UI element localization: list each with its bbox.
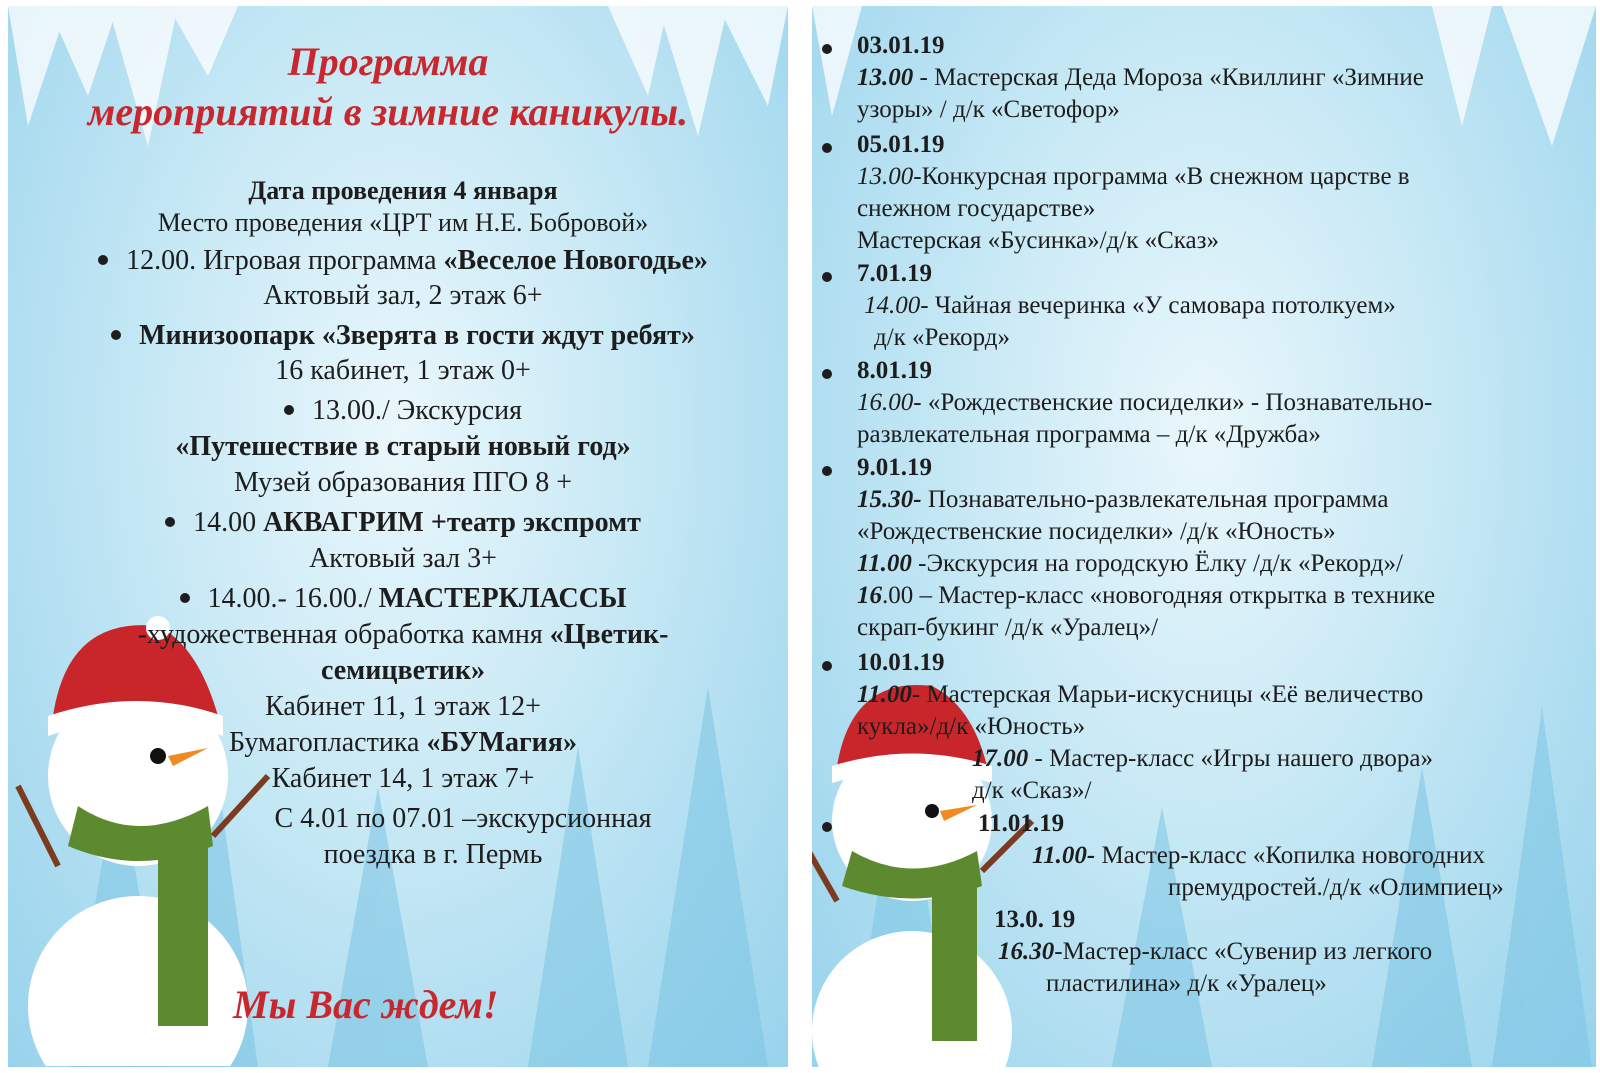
date-8: 13.0. 19 — [994, 906, 1076, 933]
entry-4-time: 16.00 — [857, 389, 914, 416]
entry-5-line-4 — [857, 580, 1435, 612]
event5-sub2-name: «БУМагия» — [426, 727, 577, 758]
event5-place2: Кабинет 14, 1 этаж 7+ — [271, 763, 535, 794]
left-page — [8, 6, 788, 1067]
entry-5-line-5: скрап-букинг /д/к «Уралец»/ — [857, 614, 1159, 641]
event5-sub1-name: «Цветик- — [549, 619, 669, 650]
event4-name: АКВАГРИМ +театр экспромт — [263, 507, 641, 538]
entry-3-line-2: д/к «Рекорд» — [874, 324, 1010, 351]
event2-line — [8, 319, 788, 353]
bullet-icon — [822, 661, 832, 671]
event1-place: Актовый зал, 2 этаж 6+ — [263, 280, 543, 311]
entry-8-line-1 — [998, 936, 1432, 968]
event1-time: 12.00. Игровая программа — [126, 245, 444, 276]
event5-sub1 — [8, 618, 788, 652]
entry-7-line-1 — [1032, 840, 1485, 872]
entry-4-text: - «Рождественские посиделки» - Познавательно- — [913, 389, 1433, 416]
entry-4-line-1 — [857, 387, 1432, 419]
event3-line — [8, 394, 788, 428]
event3-time: 13.00./ Экскурсия — [311, 395, 523, 426]
bullet-icon — [822, 272, 832, 282]
date-2: 05.01.19 — [857, 131, 945, 158]
entry-2-time: 13.00 — [857, 163, 914, 190]
entry-2-line-1 — [857, 161, 1410, 193]
event3-place: Музей образования ПГО 8 + — [233, 467, 573, 498]
bullet-icon — [822, 143, 832, 153]
event2-name: Минизоопарк «Зверята в гости ждут ребят» — [139, 320, 695, 351]
entry-6-time-2: 17.00 — [972, 745, 1029, 772]
entry-8-text: -Мастер-класс «Сувенир из легкого — [1054, 938, 1433, 965]
event-date: Дата проведения 4 января — [248, 176, 558, 205]
title-line-1: Программа — [287, 39, 489, 84]
entry-8-line-2: пластилина» д/к «Уралец» — [1046, 970, 1327, 997]
schedule — [812, 6, 1596, 1067]
event2-place: 16 кабинет, 1 этаж 0+ — [275, 355, 531, 386]
bullet-icon — [822, 466, 832, 476]
entry-2-text: -Конкурсная программа «В снежном царстве в — [913, 163, 1410, 190]
entry-3-time: 14.00 — [864, 292, 921, 319]
entry-7-text: Мастер-класс «Копилка новогодних — [1095, 842, 1486, 869]
entry-6-time: 11.00 — [857, 681, 912, 708]
date-1: 03.01.19 — [857, 32, 945, 59]
entry-5-time-3: 16 — [857, 582, 882, 609]
bullet-icon — [98, 255, 108, 265]
event5-sub2 — [8, 726, 788, 760]
entry-5-line-1 — [857, 484, 1388, 516]
closing-text: Мы Вас ждем! — [233, 982, 499, 1027]
entry-7-line-2: премудростей./д/к «Олимпиец» — [1168, 874, 1504, 901]
entry-8-time: 16.30 — [998, 938, 1055, 965]
trip-line-1: С 4.01 по 07.01 –экскурсионная — [274, 803, 652, 834]
event1-line — [8, 244, 788, 278]
entry-6-line-2: кукла»/д/к «Юность» — [857, 713, 1086, 740]
date-6: 10.01.19 — [857, 649, 945, 676]
entry-4-line-2: развлекательная программа – д/к «Дружба» — [857, 421, 1321, 448]
event4-line — [8, 506, 788, 540]
entry-5-text-3: -Экскурсия на городскую Ёлку /д/к «Рекорд»/ — [911, 550, 1403, 577]
event5-sub1-text: -художественная обработка камня — [137, 619, 550, 650]
entry-5-line-3 — [857, 548, 1403, 580]
entry-7-time: 11.00- — [1032, 842, 1096, 869]
bullet-icon — [822, 44, 832, 54]
event4-place: Актовый зал 3+ — [309, 543, 497, 574]
bullet-icon — [822, 369, 832, 379]
entry-2-line-2: снежном государстве» — [857, 195, 1096, 222]
entry-5-line-2: «Рождественские посиделки» /д/к «Юность» — [857, 518, 1336, 545]
event5-place1: Кабинет 11, 1 этаж 12+ — [265, 691, 541, 722]
date-5: 9.01.19 — [857, 454, 932, 481]
entry-3-text: - Чайная вечеринка «У самовара потолкуем» — [920, 292, 1396, 319]
entry-5-text-4: .00 – Мастер-класс «новогодняя открытка в технике — [882, 582, 1436, 609]
entry-6-line-3 — [972, 743, 1433, 775]
entry-6-line-1 — [857, 679, 1423, 711]
entry-1-line-1 — [857, 62, 1424, 94]
event-place: Место проведения «ЦРТ им Н.Е. Бобровой» — [157, 208, 649, 237]
bullet-icon — [111, 330, 121, 340]
bullet-icon — [822, 822, 832, 832]
event5-name: МАСТЕРКЛАССЫ — [378, 583, 627, 614]
entry-1-line-2: узоры» / д/к «Светофор» — [857, 96, 1120, 123]
bullet-icon — [284, 405, 294, 415]
right-page — [812, 6, 1596, 1067]
event5-time: 14.00.- 16.00./ — [207, 583, 379, 614]
entry-2-line-3: Мастерская «Бусинка»/д/к «Сказ» — [857, 227, 1220, 254]
entry-3-line-1 — [864, 290, 1396, 322]
trip-line-2: поездка в г. Пермь — [323, 839, 543, 870]
bullet-icon — [165, 517, 175, 527]
date-7: 11.01.19 — [978, 810, 1065, 837]
entry-5-time-2: 11.00 — [857, 550, 912, 577]
entry-1-time: 13.00 — [857, 64, 914, 91]
entry-6-text: - Мастерская Марьи-искусницы «Её величество — [911, 681, 1424, 708]
entry-6-text-3: - Мастер-класс «Игры нашего двора» — [1028, 745, 1434, 772]
entry-1-text: - Мастерская Деда Мороза «Квиллинг «Зимние — [913, 64, 1424, 91]
event5-sub1-cont: семицветик» — [320, 655, 486, 686]
event1-name: «Веселое Новогодье» — [443, 245, 708, 276]
event5-line — [8, 582, 788, 616]
event5-sub2-text: Бумагопластика — [229, 727, 427, 758]
entry-6-line-4: д/к «Сказ»/ — [972, 777, 1092, 804]
entry-5-text: Познавательно-развлекательная программа — [921, 486, 1389, 513]
bullet-icon — [180, 593, 190, 603]
title-line-2: мероприятий в зимние каникулы. — [87, 89, 689, 134]
event3-name: «Путешествие в старый новый год» — [175, 431, 631, 462]
date-3: 7.01.19 — [857, 260, 932, 287]
date-4: 8.01.19 — [857, 357, 932, 384]
entry-5-time: 15.30- — [857, 486, 922, 513]
event4-time: 14.00 — [193, 507, 264, 538]
